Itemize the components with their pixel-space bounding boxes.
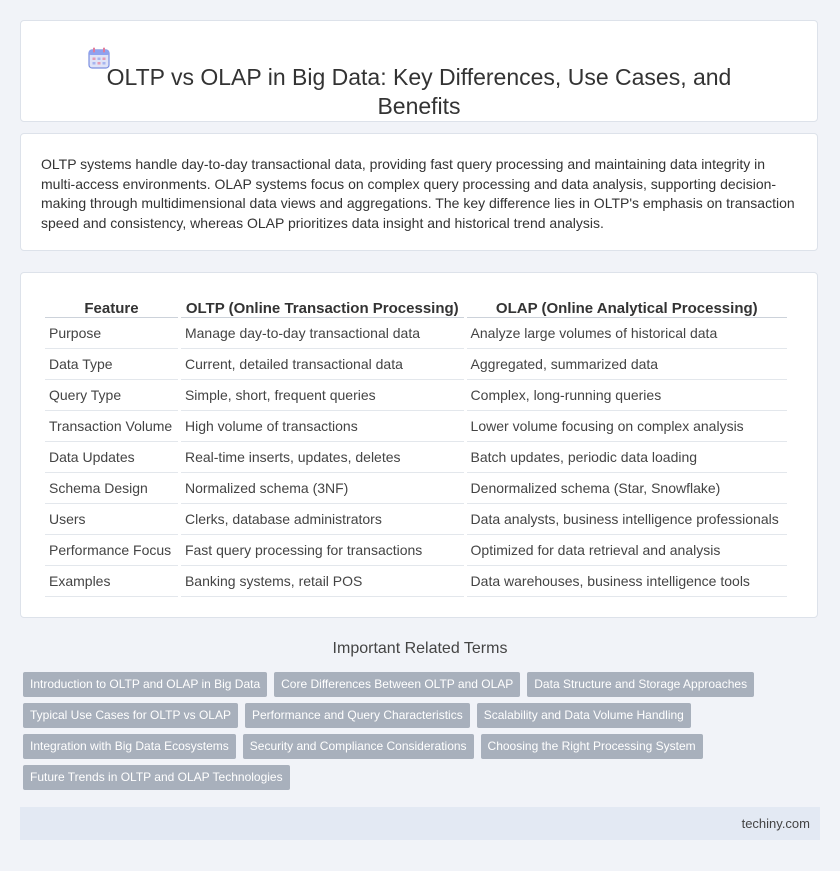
table-row	[45, 442, 787, 473]
header-olap: OLAP (Online Analytical Processing)	[467, 295, 787, 318]
related-terms-title: Important Related Terms	[332, 640, 508, 657]
table-row	[45, 318, 787, 349]
table-cell: Analyze large volumes of historical data	[467, 318, 787, 349]
header-card	[20, 20, 818, 122]
header-feature: Feature	[45, 295, 178, 318]
table-cell: Data warehouses, business intelligence tools	[467, 566, 787, 597]
table-cell: Transaction Volume	[45, 411, 178, 442]
table-cell: Data Type	[45, 349, 178, 380]
intro-card	[20, 133, 818, 251]
table-cell: Real-time inserts, updates, deletes	[181, 442, 464, 473]
table-cell: Normalized schema (3NF)	[181, 473, 464, 504]
table-cell: Users	[45, 504, 178, 535]
table-row	[45, 411, 787, 442]
table-cell: Banking systems, retail POS	[181, 566, 464, 597]
table-row	[45, 473, 787, 504]
table-row	[45, 566, 787, 597]
table-cell: Data analysts, business intelligence professionals	[467, 504, 787, 535]
table-row	[45, 504, 787, 535]
table-cell: Denormalized schema (Star, Snowflake)	[467, 473, 787, 504]
related-term-tag[interactable]: Security and Compliance Considerations	[243, 734, 474, 759]
table-cell: Aggregated, summarized data	[467, 349, 787, 380]
table-cell: Purpose	[45, 318, 178, 349]
table-cell: Examples	[45, 566, 178, 597]
page-title	[21, 63, 817, 121]
related-term-tag[interactable]: Future Trends in OLTP and OLAP Technologies	[23, 765, 290, 790]
related-term-tag[interactable]: Performance and Query Characteristics	[245, 703, 470, 728]
related-term-tag[interactable]: Core Differences Between OLTP and OLAP	[274, 672, 520, 697]
table-cell: Fast query processing for transactions	[181, 535, 464, 566]
related-term-tag[interactable]: Typical Use Cases for OLTP vs OLAP	[23, 703, 238, 728]
table-row	[45, 349, 787, 380]
related-term-tag[interactable]: Integration with Big Data Ecosystems	[23, 734, 236, 759]
related-term-tag[interactable]: Scalability and Data Volume Handling	[477, 703, 691, 728]
footer-site-link[interactable]: techiny.com	[741, 816, 810, 831]
table-cell: Batch updates, periodic data loading	[467, 442, 787, 473]
intro-paragraph: OLTP systems handle day-to-day transactional data, providing fast query processing and maintaining data integrity in multi-access environments. OLAP systems focus on complex query processing and data analysis, supporting decision-making through multidimensional data views and aggregations. The key difference lies in OLTP's emphasis on transaction speed and consistency, whereas OLAP prioritizes data insight and historical trend analysis.	[41, 156, 795, 231]
table-cell: Lower volume focusing on complex analysis	[467, 411, 787, 442]
table-cell: Query Type	[45, 380, 178, 411]
table-cell: Schema Design	[45, 473, 178, 504]
table-cell: Performance Focus	[45, 535, 178, 566]
related-terms-list	[23, 672, 803, 790]
table-cell: Data Updates	[45, 442, 178, 473]
page-title-line-1: OLTP vs OLAP in Big Data: Key Differences, Use Cases, and	[106, 64, 732, 90]
table-cell: Manage day-to-day transactional data	[181, 318, 464, 349]
table-cell: Current, detailed transactional data	[181, 349, 464, 380]
related-term-tag[interactable]: Choosing the Right Processing System	[481, 734, 703, 759]
page-title-line-2: Benefits	[377, 93, 461, 119]
table-header-row	[45, 295, 787, 318]
footer-bar	[20, 807, 820, 840]
related-term-tag[interactable]: Introduction to OLTP and OLAP in Big Data	[23, 672, 267, 697]
table-row	[45, 535, 787, 566]
table-cell: Clerks, database administrators	[181, 504, 464, 535]
table-cell: Simple, short, frequent queries	[181, 380, 464, 411]
table-row	[45, 380, 787, 411]
table-cell: High volume of transactions	[181, 411, 464, 442]
comparison-table	[42, 295, 790, 597]
header-oltp: OLTP (Online Transaction Processing)	[181, 295, 464, 318]
comparison-table-card	[20, 272, 818, 618]
table-cell: Complex, long-running queries	[467, 380, 787, 411]
table-cell: Optimized for data retrieval and analysis	[467, 535, 787, 566]
related-term-tag[interactable]: Data Structure and Storage Approaches	[527, 672, 754, 697]
